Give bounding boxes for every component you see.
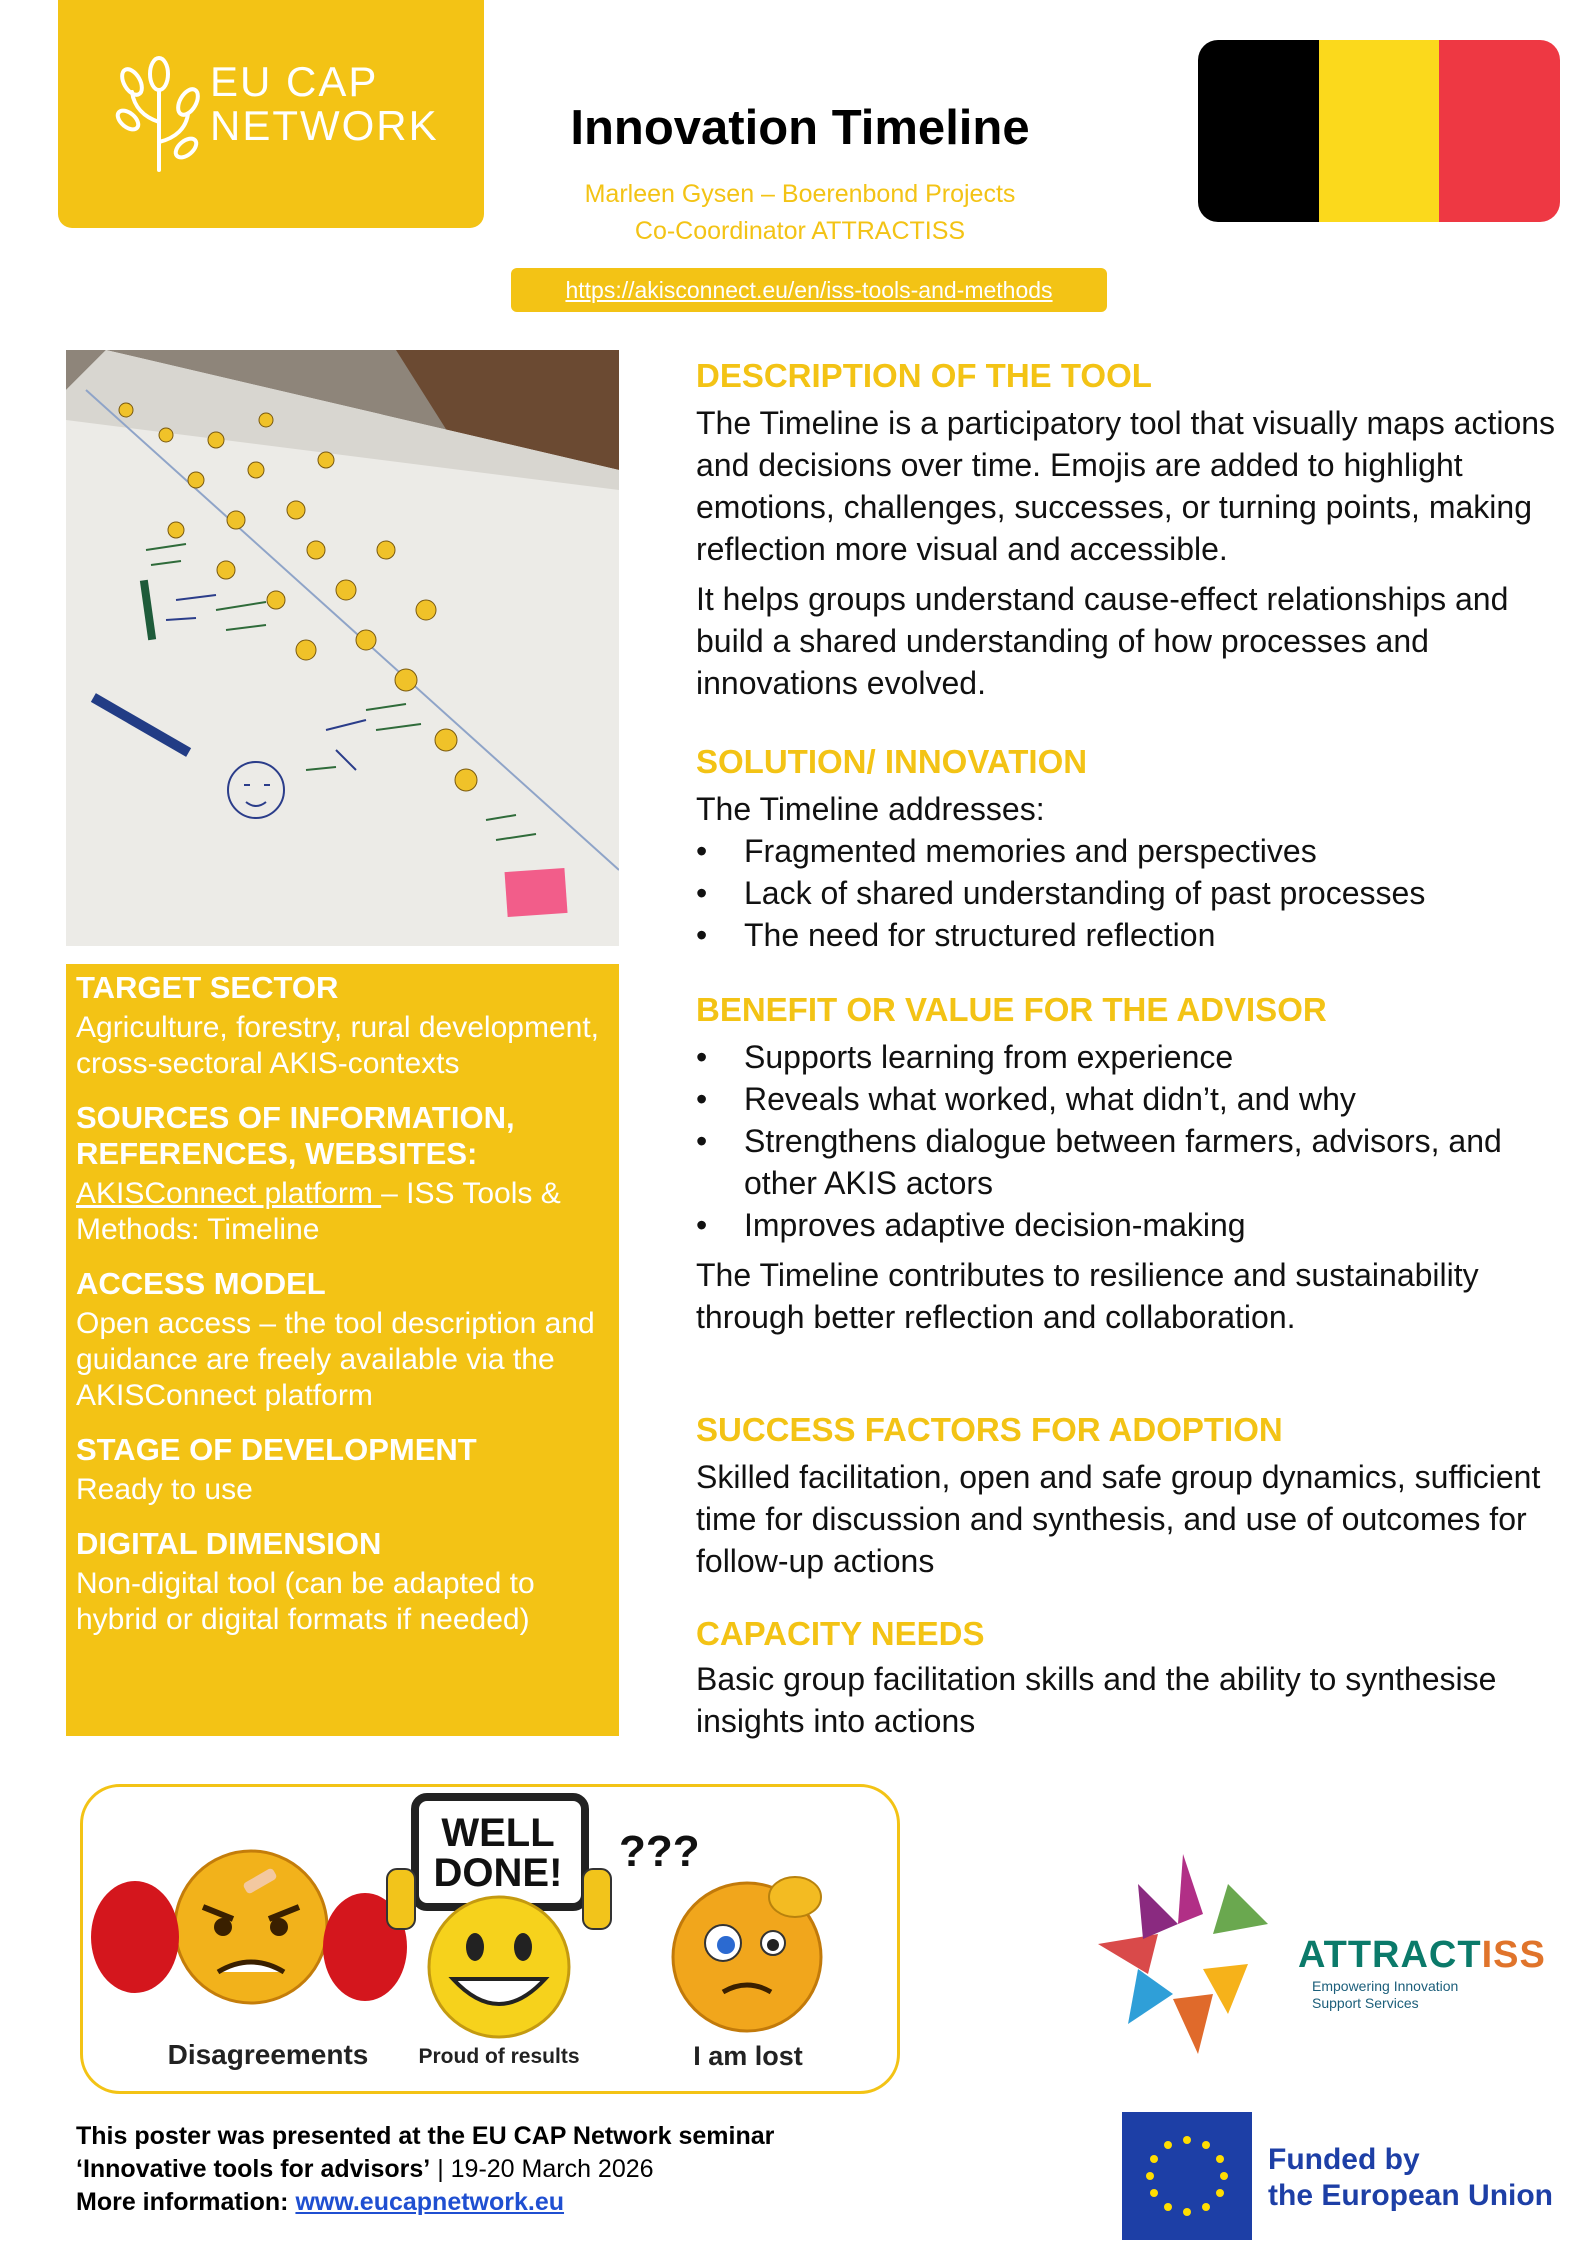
list-item: • Improves adaptive decision-making <box>696 1204 1556 1246</box>
capacity-section <box>696 1614 1556 1742</box>
solution-intro: The Timeline addresses: <box>696 791 1045 827</box>
akisconnect-link[interactable]: AKISConnect platform <box>76 1177 382 1210</box>
logo-line-1: EU CAP <box>210 58 379 105</box>
footer-more-info-label: More information: <box>76 2188 296 2216</box>
eu-funding-logo <box>1122 2112 1558 2240</box>
flag-stripe-black <box>1198 40 1319 222</box>
flag-stripe-yellow <box>1319 40 1440 222</box>
sources-text <box>76 1176 609 1248</box>
logo-text <box>210 60 439 148</box>
emoji-label-disagreements: Disagreements <box>167 2039 369 2070</box>
attractiss-name-b: ISS <box>1481 1934 1546 1976</box>
tool-url-link[interactable]: https://akisconnect.eu/en/iss-tools-and-methods <box>511 268 1107 312</box>
success-section <box>696 1410 1556 1582</box>
benefit-section <box>696 990 1556 1338</box>
description-paragraph-1: The Timeline is a participatory tool that visually maps actions and decisions over time. Emojis are added to highlight emotions, challenges, successes, or turning points, making reflection more visual and accessible. <box>696 405 1556 567</box>
success-text: Skilled facilitation, open and safe group dynamics, sufficient time for discussion and synthesis, and use of outcomes for follow-up actions <box>696 1459 1541 1579</box>
eu-funding-text <box>1268 2142 1553 2214</box>
sources-desc: – ISS Tools & Methods: Timeline <box>76 1177 561 1246</box>
benefit-heading: BENEFIT OR VALUE FOR THE ADVISOR <box>696 991 1327 1028</box>
capacity-text: Basic group facilitation skills and the ability to synthesise insights into actions <box>696 1661 1497 1739</box>
capacity-heading: CAPACITY NEEDS <box>696 1615 985 1652</box>
eu-flag-icon <box>1122 2112 1252 2240</box>
access-model-text: Open access – the tool description and guidance are freely available via the AKISConnect platform <box>76 1307 595 1412</box>
eu-line-1: Funded by <box>1268 2143 1420 2176</box>
attractiss-logo <box>1098 1854 1558 2054</box>
eu-line-2: the European Union <box>1268 2179 1553 2212</box>
attractiss-pinwheel-icon <box>1098 1854 1288 2054</box>
page-title: Innovation Timeline <box>570 101 1030 155</box>
author-role: Co-Coordinator ATTRACTISS <box>634 217 966 245</box>
list-item: • Reveals what worked, what didn’t, and why <box>696 1078 1556 1120</box>
description-heading: DESCRIPTION OF THE TOOL <box>696 357 1152 394</box>
emoji-label-lost: I am lost <box>693 2041 803 2071</box>
timeline-workshop-photo <box>66 350 619 946</box>
benefit-outro: The Timeline contributes to resilience and sustainability through better reflection and collaboration. <box>696 1257 1479 1335</box>
tagline-line-1: Empowering Innovation <box>1312 1978 1459 1994</box>
leaf-icon <box>114 52 204 172</box>
sign-line-2: DONE! <box>433 1851 563 1895</box>
solution-list <box>696 830 1556 956</box>
stage-heading: STAGE OF DEVELOPMENT <box>76 1432 477 1467</box>
digital-heading: DIGITAL DIMENSION <box>76 1526 382 1561</box>
attractiss-tagline <box>1312 1978 1458 2012</box>
logo-line-2: NETWORK <box>210 102 439 149</box>
list-item: • Lack of shared understanding of past processes <box>696 872 1556 914</box>
emoji-label-proud: Proud of results <box>418 2045 580 2068</box>
confused-emoji-icon <box>673 1877 821 2031</box>
description-section <box>696 356 1556 704</box>
digital-text: Non-digital tool (can be adapted to hybrid or digital formats if needed) <box>76 1567 535 1636</box>
eu-cap-network-logo <box>58 0 484 228</box>
emoji-examples-panel <box>80 1784 900 2094</box>
list-item: • Fragmented memories and perspectives <box>696 830 1556 872</box>
info-sidebar <box>66 964 619 1736</box>
success-heading: SUCCESS FACTORS FOR ADOPTION <box>696 1411 1283 1448</box>
tagline-line-2: Support Services <box>1312 1995 1419 2011</box>
stage-text: Ready to use <box>76 1473 253 1506</box>
eucapnetwork-link[interactable]: www.eucapnetwork.eu <box>295 2188 565 2216</box>
target-sector-heading: TARGET SECTOR <box>76 970 339 1005</box>
list-item: • The need for structured reflection <box>696 914 1556 956</box>
sign-line-1: WELL <box>441 1811 555 1855</box>
description-paragraph-2: It helps groups understand cause-effect relationships and build a shared understanding of how processes and innovations evolved. <box>696 581 1509 701</box>
attractiss-name-a: ATTRACT <box>1298 1934 1482 1976</box>
access-model-heading: ACCESS MODEL <box>76 1266 326 1301</box>
question-marks: ??? <box>619 1827 700 1876</box>
footer-date: | 19-20 March 2026 <box>430 2155 654 2183</box>
solution-section <box>696 742 1556 956</box>
flag-stripe-red <box>1439 40 1560 222</box>
author-name: Marleen Gysen – Boerenbond Projects <box>584 180 1016 208</box>
list-item: • Strengthens dialogue between farmers, advisors, and other AKIS actors <box>696 1120 1556 1204</box>
belgium-flag <box>1198 40 1560 222</box>
footer-line-1: This poster was presented at the EU CAP Network seminar <box>76 2122 775 2150</box>
well-done-sign <box>383 1813 613 1893</box>
boxing-emoji-icon <box>91 1851 407 2003</box>
target-sector-text: Agriculture, forestry, rural development, cross-sectoral AKIS-contexts <box>76 1011 599 1080</box>
attractiss-name <box>1298 1934 1546 1977</box>
footer-note <box>76 2120 976 2219</box>
author-block <box>520 176 1080 250</box>
benefit-list <box>696 1036 1556 1246</box>
sources-heading: SOURCES OF INFORMATION, REFERENCES, WEBSITES: <box>76 1100 515 1171</box>
solution-heading: SOLUTION/ INNOVATION <box>696 743 1088 780</box>
footer-seminar-title: ‘Innovative tools for advisors’ <box>76 2155 431 2183</box>
list-item: • Supports learning from experience <box>696 1036 1556 1078</box>
